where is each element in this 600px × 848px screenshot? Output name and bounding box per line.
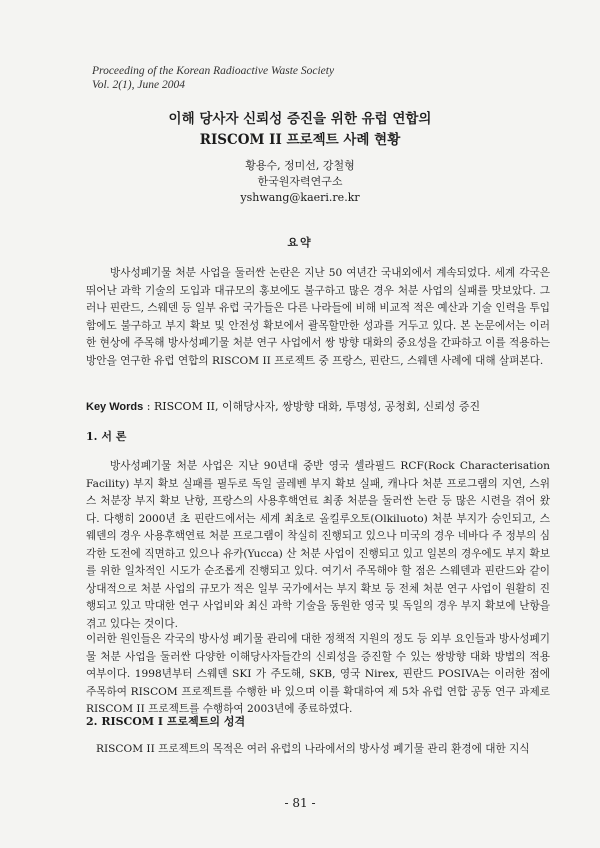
abstract-heading: 요약: [287, 236, 313, 249]
keywords-separator: :: [143, 400, 154, 413]
author-names: 황용수, 정미선, 강철형: [245, 159, 355, 172]
section-heading-riscom: 2. RISCOM I 프로젝트의 성격: [86, 715, 246, 728]
body-paragraph: 이러한 원인들은 각국의 방사성 폐기물 관리에 대한 정책적 지원의 정도 등 외부 요인들과 방사성폐기물 처분 사업을 둘러싼 다양한 이해당사자들간의 신뢰성을 증진할 수 있는 쌍방향 대화 방법의 적용 여부이다. 1998년부터 스웨덴 SKI 가 주도해, SKB, 영국 Nirex, 핀란드 POSIVA는 이러한 점에 주목하여 RISCOM 프로젝트를 수행한 바 있으며 이를 확대하여 제 5차 유럽 연합 공동 연구 과제로 RISCOM II 프로젝트를 수행하여 2003년에 종료하였다.: [86, 633, 550, 715]
abstract-text: 방사성폐기물 처분 사업을 둘러싼 논란은 지난 50 여년간 국내외에서 계속되었다. 세계 각국은 뛰어난 과학 기술의 도입과 대규모의 홍보에도 불구하고 많은 경우 처분 사업의 실패를 맛보았다. 그러나 핀란드, 스웨덴 등 일부 유럽 국가들은 다른 나라들에 비해 비교적 적은 예산과 기술 인력을 투입함에도 불구하고 부지 확보 및 안전성 확보에서 괄목할만한 성과를 거두고 있다. 본 논문에서는 이러한 현상에 주목해 방사성폐기물 처분 연구 사업에서 쌍 방향 대화의 중요성을 간파하고 이를 적용하는 방안을 연구한 유럽 연합의 RISCOM II 프로젝트 중 프랑스, 핀란드, 스웨덴 사례에 대해 살펴본다.: [86, 267, 550, 367]
author-block: [0, 158, 600, 206]
page-number: - 81 -: [284, 796, 316, 810]
author-email: yshwang@kaeri.re.kr: [240, 191, 360, 204]
paper-title-line1: 이해 당사자 신뢰성 증진을 위한 유럽 연합의: [168, 111, 432, 127]
keywords-text: RISCOM II, 이해당사자, 쌍방향 대화, 투명성, 공청회, 신뢰성 증진: [153, 400, 481, 413]
body-paragraph: RISCOM II 프로젝트의 목적은 여러 유럽의 나라에서의 방사성 폐기물 관리 환경에 대한 지식: [96, 743, 530, 755]
section-heading-introduction: 1. 서 론: [86, 430, 127, 443]
journal-name: Proceeding of the Korean Radioactive Waste Society: [92, 65, 335, 77]
keywords-label: Key Words: [86, 401, 144, 413]
journal-volume: Vol. 2(1), June 2004: [92, 79, 185, 91]
body-paragraph: 방사성폐기물 처분 사업은 지난 90년대 중반 영국 셀라필드 RCF(Rock Characterisation Facility) 부지 확보 실패를 필두로 독일 골레벤 부지 확보 실패, 캐나다 처분 프로그램의 지연, 스위스 처분장 부지 확보 난항, 프랑스의 사용후핵연료 최종 처분을 둘러싼 논란 등 많은 시련을 겪어 왔다. 다행히 2000년 초 핀란드에서는 세계 최초로 올킬루오토(Olkiluoto) 처분 부지가 승인되고, 스웨덴의 경우 사용후핵연료 처분 프로그램이 착실히 진행되고 있으나 미국의 경우 네바다 주 정부의 심각한 도전에 직면하고 있으나 유카(Yucca) 산 처분 사업이 진행되고 있고 일본의 경우에도 부지 확보를 위한 일차적인 시도가 순조롭게 진행되고 있다. 여기서 주목해야 할 점은 스웨덴과 핀란드와 같이 상대적으로 처분 사업의 규모가 적은 일부 국가에서는 부지 확보 등 전체 처분 연구 사업이 원활히 진행되고 있고 막대한 연구 사업비와 최신 과학 기술을 동원한 영국 및 독일의 경우 부지 확보에 난항을 겪고 있다는 것이다.: [86, 460, 550, 630]
author-affiliation: 한국원자력연구소: [257, 175, 343, 188]
paper-title-line2: RISCOM II 프로젝트 사례 현황: [199, 132, 401, 148]
journal-header: [92, 64, 334, 92]
keywords-line: [86, 398, 480, 414]
